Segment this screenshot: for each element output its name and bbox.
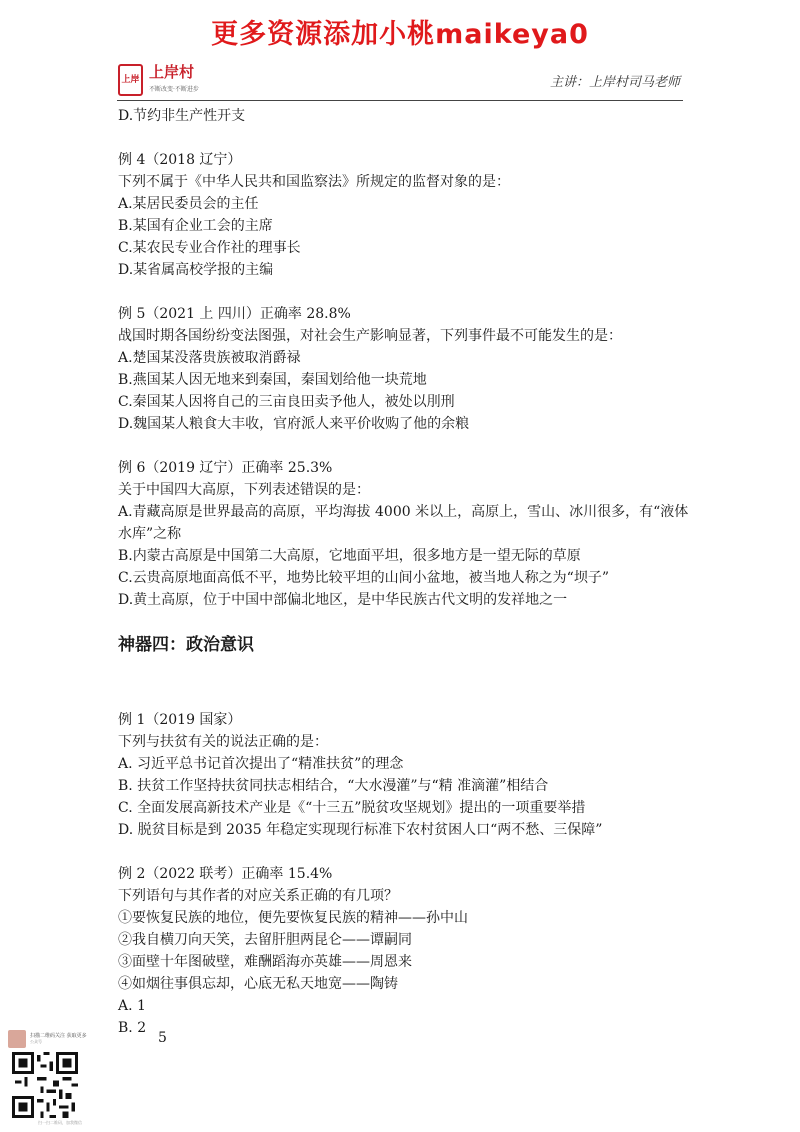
logo-slogan: 不断改变·不断进步	[149, 86, 199, 93]
option-line: C.某农民专业合作社的理事长	[118, 240, 301, 256]
statement-line: ④如烟往事俱忘却，心底无私天地宽——陶铸	[118, 976, 398, 992]
option-line: A. 习近平总书记首次提出了“精准扶贫”的理念	[118, 756, 404, 772]
option-line: A.楚国某没落贵族被取消爵禄	[118, 350, 301, 366]
option-line: A.某居民委员会的主任	[118, 196, 259, 212]
question-stem: 战国时期各国纷纷变法图强，对社会生产影响显著，下列事件最不可能发生的是：	[118, 328, 622, 344]
brand-logo	[118, 64, 199, 96]
header-divider	[117, 100, 683, 101]
qr-promo	[8, 1026, 116, 1126]
qr-footnote: 扫一扫二维码，加我微信	[38, 1120, 82, 1125]
promo-banner: 更多资源添加小桃maikeya0	[211, 19, 589, 50]
option-line: B.燕国某人因无地来到秦国，秦国划给他一块荒地	[118, 372, 427, 388]
question-title: 例 5（2021 上 四川）正确率 28.8%	[118, 306, 351, 322]
option-line: D.黄土高原，位于中国中部偏北地区，是中华民族古代文明的发祥地之一	[118, 592, 568, 608]
option-line: C.秦国某人因将自己的三亩良田卖予他人，被处以刖刑	[118, 394, 455, 410]
option-line: B.某国有企业工会的主席	[118, 218, 273, 234]
statement-line: ②我自横刀向天笑，去留肝胆两昆仑——谭嗣同	[118, 932, 412, 948]
question-title: 例 1（2019 国家）	[118, 712, 242, 728]
page-number: 5	[158, 1030, 167, 1046]
option-line: A. 1	[118, 998, 146, 1014]
option-line: D. 脱贫目标是到 2035 年稳定实现现行标准下农村贫困人口“两不愁、三保障”	[118, 822, 603, 838]
logo-seal-icon: 上岸	[118, 64, 143, 96]
option-line: B. 2	[118, 1020, 147, 1036]
avatar	[8, 1030, 26, 1048]
option-line: A.青藏高原是世界最高的高原，平均海拔 4000 米以上，高原上，雪山、冰川很多，有“液体	[118, 504, 689, 520]
option-line: D.某省属高校学报的主编	[118, 262, 274, 278]
question-stem: 下列语句与其作者的对应关系正确的有几项？	[118, 888, 398, 904]
qr-caption-sub: 公众号	[30, 1039, 42, 1044]
statement-line: ①要恢复民族的地位，便先要恢复民族的精神——孙中山	[118, 910, 468, 926]
option-line: B.内蒙古高原是中国第二大高原，它地面平坦，很多地方是一望无际的草原	[118, 548, 581, 564]
statement-line: ③面壁十年图破壁，难酬蹈海亦英雄——周恩来	[118, 954, 412, 970]
question-title: 例 2（2022 联考）正确率 15.4%	[118, 866, 333, 882]
option-line: C.云贵高原地面高低不平，地势比较平坦的山间小盆地，被当地人称之为“坝子”	[118, 570, 609, 586]
logo-name: 上岸村	[149, 63, 195, 81]
option-line: B. 扶贫工作坚持扶贫同扶志相结合，“大水漫灌”与“精 准滴灌”相结合	[118, 778, 549, 794]
lecturer-label: 主讲：上岸村司马老师	[549, 75, 680, 90]
qr-caption: 扫描二维码关注 获取更多	[30, 1033, 87, 1039]
question-title: 例 6（2019 辽宁）正确率 25.3%	[118, 460, 333, 476]
question-stem: 下列与扶贫有关的说法正确的是：	[118, 734, 328, 750]
option-line: C. 全面发展高新技术产业是《“十三五”脱贫攻坚规划》提出的一项重要举措	[118, 800, 586, 816]
option-line: 水库”之称	[118, 526, 182, 542]
question-stem: 下列不属于《中华人民共和国监察法》所规定的监督对象的是：	[118, 174, 510, 190]
section-heading: 神器四：政治意识	[118, 635, 254, 655]
document-body	[118, 105, 688, 1039]
option-line: D.节约非生产性开支	[118, 108, 246, 124]
question-title: 例 4（2018 辽宁）	[118, 152, 242, 168]
option-line: D.魏国某人粮食大丰收，官府派人来平价收购了他的余粮	[118, 416, 470, 432]
question-stem: 关于中国四大高原，下列表述错误的是：	[118, 482, 370, 498]
qr-code-icon	[12, 1052, 78, 1118]
